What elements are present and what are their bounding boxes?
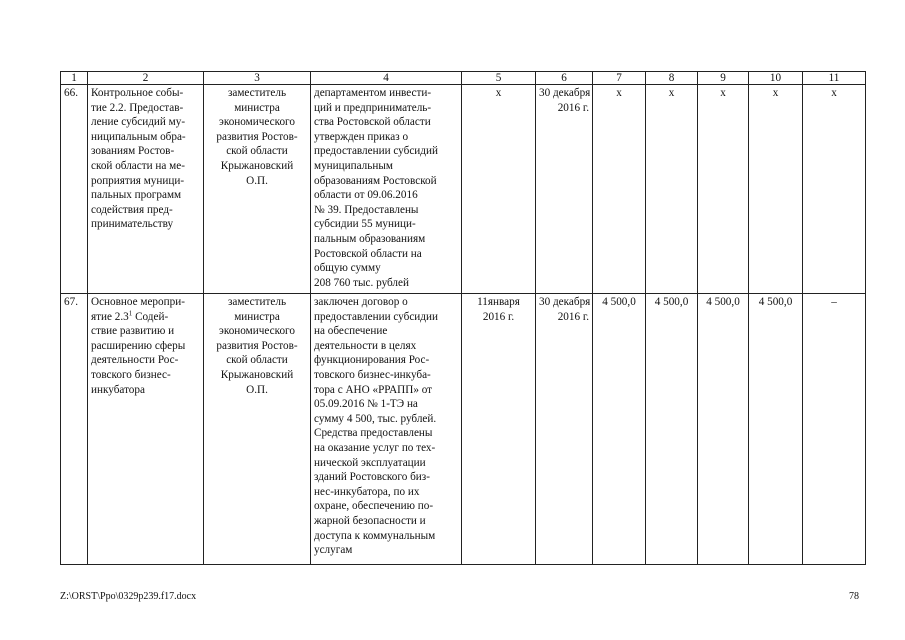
text-line: № 39. Предоставлены bbox=[314, 203, 419, 216]
text-line: 2016 г. bbox=[482, 310, 515, 323]
start-date-cell bbox=[462, 85, 536, 294]
result-cell bbox=[311, 294, 462, 565]
col-header: 9 bbox=[698, 72, 749, 85]
col-header: 5 bbox=[462, 72, 536, 85]
text-line: образованиям Ростовской bbox=[314, 174, 437, 187]
result-cell bbox=[311, 85, 462, 294]
col-header: 10 bbox=[749, 72, 803, 85]
text-line: развития Ростов- bbox=[216, 130, 298, 143]
col-header: 8 bbox=[646, 72, 698, 85]
value-cell: – bbox=[803, 294, 866, 565]
text-line: 208 760 тыс. рублей bbox=[314, 276, 409, 289]
text-line: ствие развитию и bbox=[91, 325, 175, 338]
text-line: утвержден приказ о bbox=[314, 130, 409, 143]
text-line: товского бизнес- bbox=[91, 368, 171, 381]
responsible-cell bbox=[204, 85, 311, 294]
text-line: охране, обеспечению по- bbox=[314, 500, 434, 513]
text-line: департаментом инвести- bbox=[314, 87, 432, 99]
text-line: предоставлении субсидий bbox=[314, 145, 438, 158]
col-header: 4 bbox=[311, 72, 462, 85]
event-line: Основное меропри- bbox=[91, 296, 185, 308]
text-line: экономического bbox=[219, 116, 295, 129]
col-header: 2 bbox=[88, 72, 204, 85]
event-line: ятие $2.3^1$ Содей- bbox=[91, 308, 169, 323]
text-line: тие 2.2. Предостав- bbox=[91, 101, 184, 114]
text-line: Средства предоставлены bbox=[314, 427, 433, 440]
event-cell bbox=[88, 85, 204, 294]
end-date-cell bbox=[536, 294, 593, 565]
text-line: ской области на ме- bbox=[91, 159, 185, 172]
text-line: ской области bbox=[226, 145, 288, 158]
col-header: 1 bbox=[61, 72, 88, 85]
value-cell: 4 500,0 bbox=[593, 294, 646, 565]
text-line: 30 декабря bbox=[539, 296, 591, 308]
value-cell: х bbox=[593, 85, 646, 294]
value-cell: х bbox=[803, 85, 866, 294]
text-line: развития Ростов- bbox=[216, 339, 298, 352]
text-line: на обеспечение bbox=[314, 325, 388, 338]
text-line: услугам bbox=[314, 544, 353, 557]
text-line: ление субсидий му- bbox=[91, 116, 186, 129]
text-line: инкубатора bbox=[91, 383, 145, 396]
text-line: Крыжановский bbox=[220, 368, 294, 381]
text-line: предоставлении субсидии bbox=[314, 310, 438, 323]
text-line: О.П. bbox=[246, 383, 268, 396]
text-line: Ростовской области на bbox=[314, 247, 422, 260]
text-line: министра bbox=[234, 101, 280, 114]
text-line: деятельности в целях bbox=[314, 339, 417, 352]
text-line: доступа к коммунальным bbox=[314, 529, 436, 542]
text-line: ниципальным обра- bbox=[91, 130, 186, 143]
col-header: 11 bbox=[803, 72, 866, 85]
text-line: экономического bbox=[219, 325, 295, 338]
text-line: О.П. bbox=[246, 174, 268, 187]
page-number: 78 bbox=[849, 591, 859, 602]
value-cell: 4 500,0 bbox=[749, 294, 803, 565]
col-header: 7 bbox=[593, 72, 646, 85]
row-number: 66. bbox=[61, 85, 88, 294]
col-header: 3 bbox=[204, 72, 311, 85]
text-line: содействия пред- bbox=[91, 203, 173, 216]
text-line: Крыжановский bbox=[220, 159, 294, 172]
text-line: ства Ростовской области bbox=[314, 116, 431, 129]
text-line: товского бизнес-инкуба- bbox=[314, 368, 431, 381]
text-line: заместитель bbox=[227, 296, 287, 308]
value-cell: 4 500,0 bbox=[698, 294, 749, 565]
text-line: расширению сферы bbox=[91, 339, 186, 352]
event-cell bbox=[88, 294, 204, 565]
text-line: 30 декабря bbox=[539, 87, 591, 99]
text-line: роприятия муници- bbox=[91, 174, 185, 187]
event-rest bbox=[91, 324, 200, 397]
text-line: тора с АНО «РРАПП» от bbox=[314, 383, 433, 396]
text-line: муниципальным bbox=[314, 159, 393, 172]
text-line: зованиям Ростов- bbox=[91, 145, 175, 158]
text-line: функционирования Рос- bbox=[314, 354, 430, 367]
report-table bbox=[60, 71, 866, 565]
text-line: на оказание услуг по тех- bbox=[314, 441, 436, 454]
text-line: ской области bbox=[226, 354, 288, 367]
col-header: 6 bbox=[536, 72, 593, 85]
file-path: Z:\ORST\Ppo\0329p239.f17.docx bbox=[60, 591, 197, 602]
start-date-cell bbox=[462, 294, 536, 565]
text-line: субсидии 55 муници- bbox=[314, 218, 416, 231]
text-line: х bbox=[495, 87, 502, 99]
row-number: 67. bbox=[61, 294, 88, 565]
text-line: зданий Ростовского биз- bbox=[314, 471, 430, 484]
text-line: заместитель bbox=[227, 87, 287, 99]
value-cell: х bbox=[749, 85, 803, 294]
end-date-cell bbox=[536, 85, 593, 294]
text-line: заключен договор о bbox=[314, 296, 408, 308]
text-line: принимательству bbox=[91, 218, 174, 231]
text-line: пальных программ bbox=[91, 189, 182, 202]
text-line: пальным образованиям bbox=[314, 232, 426, 245]
text-line: Контрольное собы- bbox=[91, 87, 184, 99]
text-line: министра bbox=[234, 310, 280, 323]
value-cell: х bbox=[698, 85, 749, 294]
text-line: 11января bbox=[477, 296, 520, 308]
text-line: области от 09.06.2016 bbox=[314, 189, 418, 202]
text-line: общую сумму bbox=[314, 262, 381, 275]
table-row bbox=[61, 294, 866, 565]
value-cell: 4 500,0 bbox=[646, 294, 698, 565]
table-row bbox=[61, 85, 866, 294]
text-line: нической эксплуатации bbox=[314, 456, 426, 469]
value-cell: х bbox=[646, 85, 698, 294]
text-line: 2016 г. bbox=[557, 101, 589, 114]
text-line: деятельности Рос- bbox=[91, 354, 179, 367]
responsible-cell bbox=[204, 294, 311, 565]
text-line: 05.09.2016 № 1-ТЭ на bbox=[314, 398, 418, 411]
text-line: жарной безопасности и bbox=[314, 514, 426, 527]
text-line: сумму 4 500, тыс. рублей. bbox=[314, 412, 437, 425]
column-number-row bbox=[61, 72, 866, 85]
text-line: нес-инкубатора, по их bbox=[314, 485, 420, 498]
text-line: 2016 г. bbox=[557, 310, 589, 323]
text-line: ций и предприниматель- bbox=[314, 101, 432, 114]
